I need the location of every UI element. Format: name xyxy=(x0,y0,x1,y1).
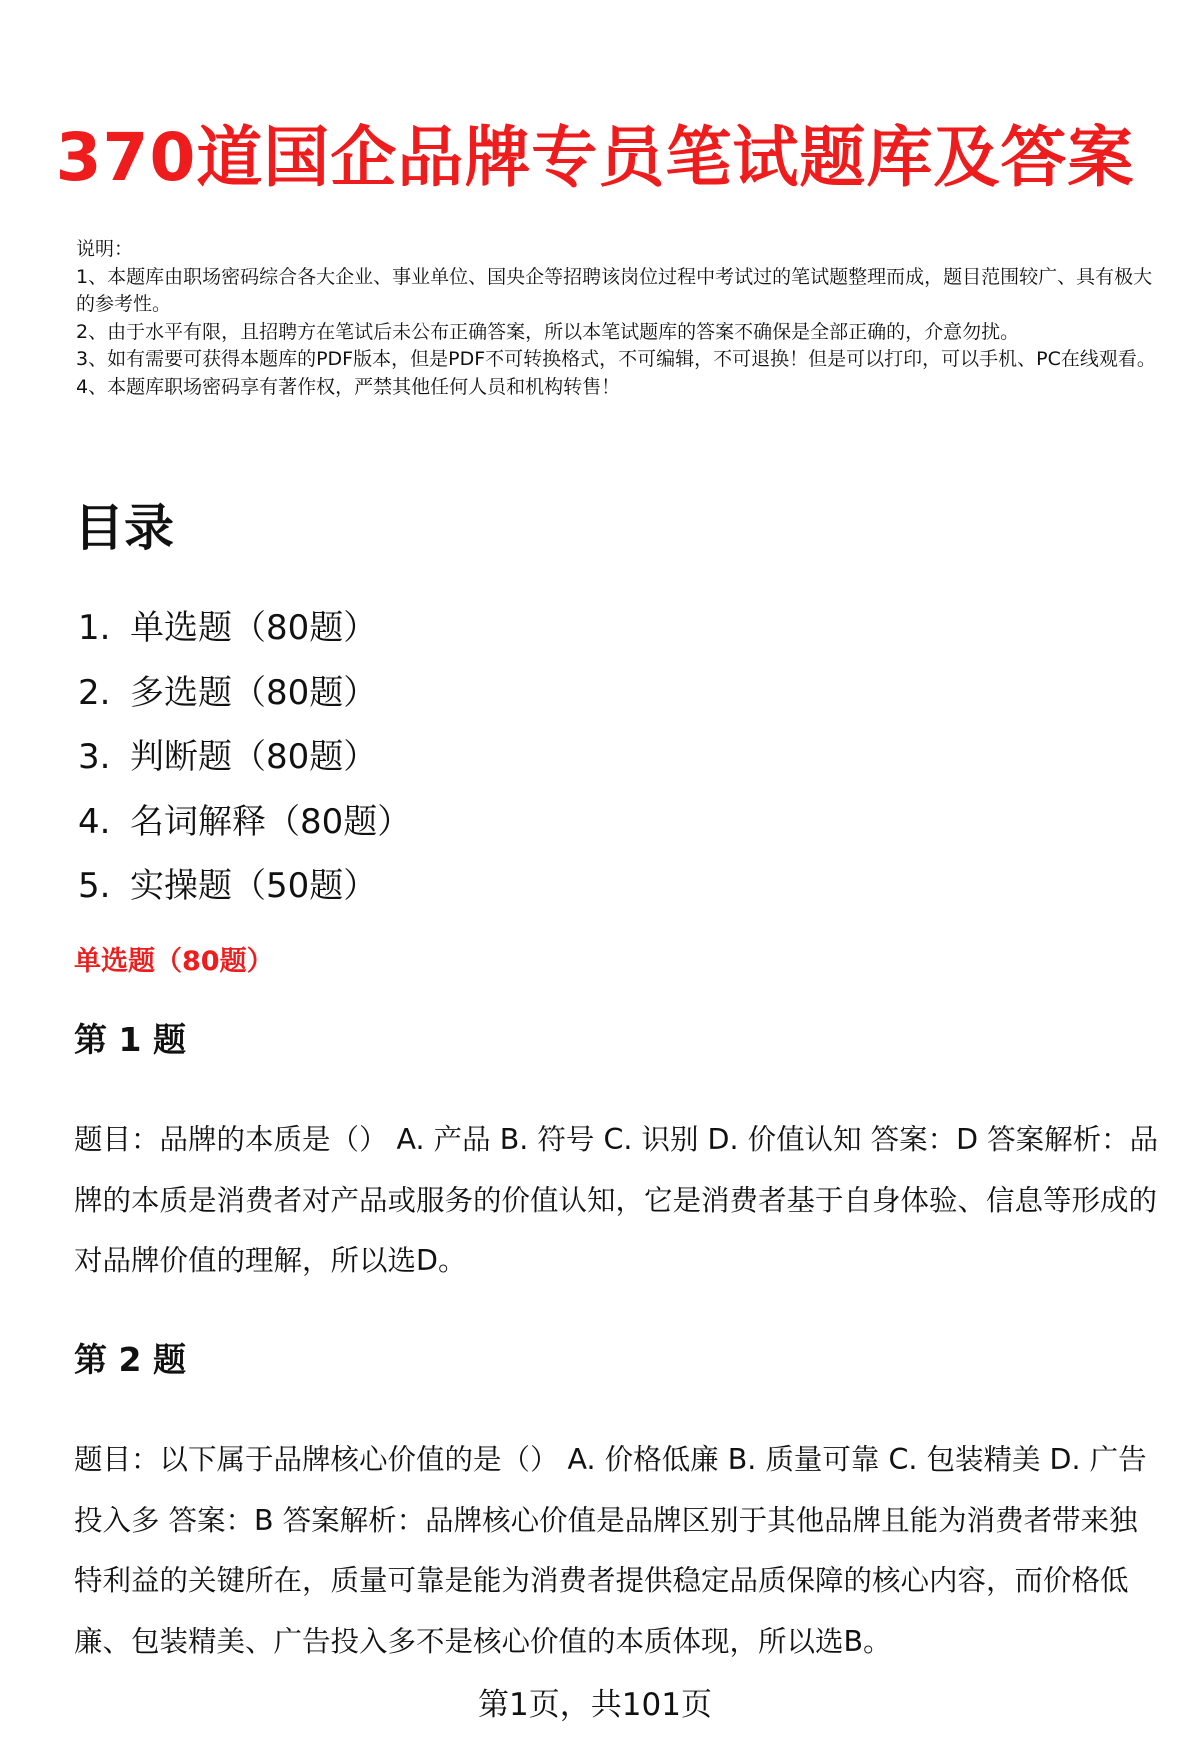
notes-item: 1、本题库由职场密码综合各大企业、事业单位、国央企等招聘该岗位过程中考试过的笔试题整理而成，题目范围较广、具有极大的参考性。 xyxy=(76,265,1153,315)
toc-item-label: 判断题（80题） xyxy=(130,737,378,777)
toc-list xyxy=(78,596,411,919)
toc-item-term-explanation[interactable] xyxy=(78,790,411,855)
notes-label: 说明： xyxy=(76,238,134,260)
document-title: 370道国企品牌专员笔试题库及答案 xyxy=(55,119,1135,196)
toc-item-label: 实操题（50题） xyxy=(130,866,378,906)
notes-item: 3、如有需要可获得本题库的PDF版本，但是PDF不可转换格式，不可编辑，不可退换！但是可以打印，可以手机、PC在线观看。 xyxy=(76,348,1156,370)
toc-item-number: 3. xyxy=(78,737,111,777)
toc-item-number: 4. xyxy=(78,801,111,842)
toc-item-number: 2. xyxy=(78,672,111,713)
toc-item-label: 名词解释（80题） xyxy=(130,801,412,842)
notes-item: 2、由于水平有限，且招聘方在笔试后未公布正确答案，所以本笔试题库的答案不确保是全部正确的，介意勿扰。 xyxy=(76,320,1020,343)
question-heading: 第 2 题 xyxy=(74,1340,186,1379)
toc-item-label: 多选题（80题） xyxy=(130,672,378,713)
toc-item-number: 5. xyxy=(78,866,111,906)
question-heading: 第 1 题 xyxy=(74,1020,186,1059)
toc-item-true-false[interactable] xyxy=(78,725,411,790)
toc-item-single-choice[interactable] xyxy=(78,596,411,661)
toc-item-practical[interactable] xyxy=(78,854,411,919)
toc-item-multiple-choice[interactable] xyxy=(78,661,411,726)
page-number: 第1页，共101页 xyxy=(478,1687,712,1723)
notes-block xyxy=(76,236,1156,401)
question-body: 题目：以下属于品牌核心价值的是（） A. 价格低廉 B. 质量可靠 C. 包装精美 D. 广告投入多 答案：B 答案解析：品牌核心价值是品牌区别于其他品牌且能为消费者带来独特利益的关键所在，质量可靠是能为消费者提供稳定品质保障的核心内容，而价格低廉、包装精美、广告投入多不是核心价值的本质体现，所以选B。 xyxy=(74,1443,1147,1658)
notes-item: 4、本题库职场密码享有著作权，严禁其他任何人员和机构转售！ xyxy=(76,375,621,398)
toc-heading: 目录 xyxy=(74,499,174,557)
toc-item-label: 单选题（80题） xyxy=(130,608,378,648)
section-title: 单选题（80题） xyxy=(74,946,274,977)
toc-item-number: 1. xyxy=(78,608,111,648)
question-body: 题目：品牌的本质是（） A. 产品 B. 符号 C. 识别 D. 价值认知 答案：D 答案解析：品牌的本质是消费者对产品或服务的价值认知，它是消费者基于自身体验、信息等形成的对品牌价值的理解，所以选D。 xyxy=(74,1123,1159,1277)
